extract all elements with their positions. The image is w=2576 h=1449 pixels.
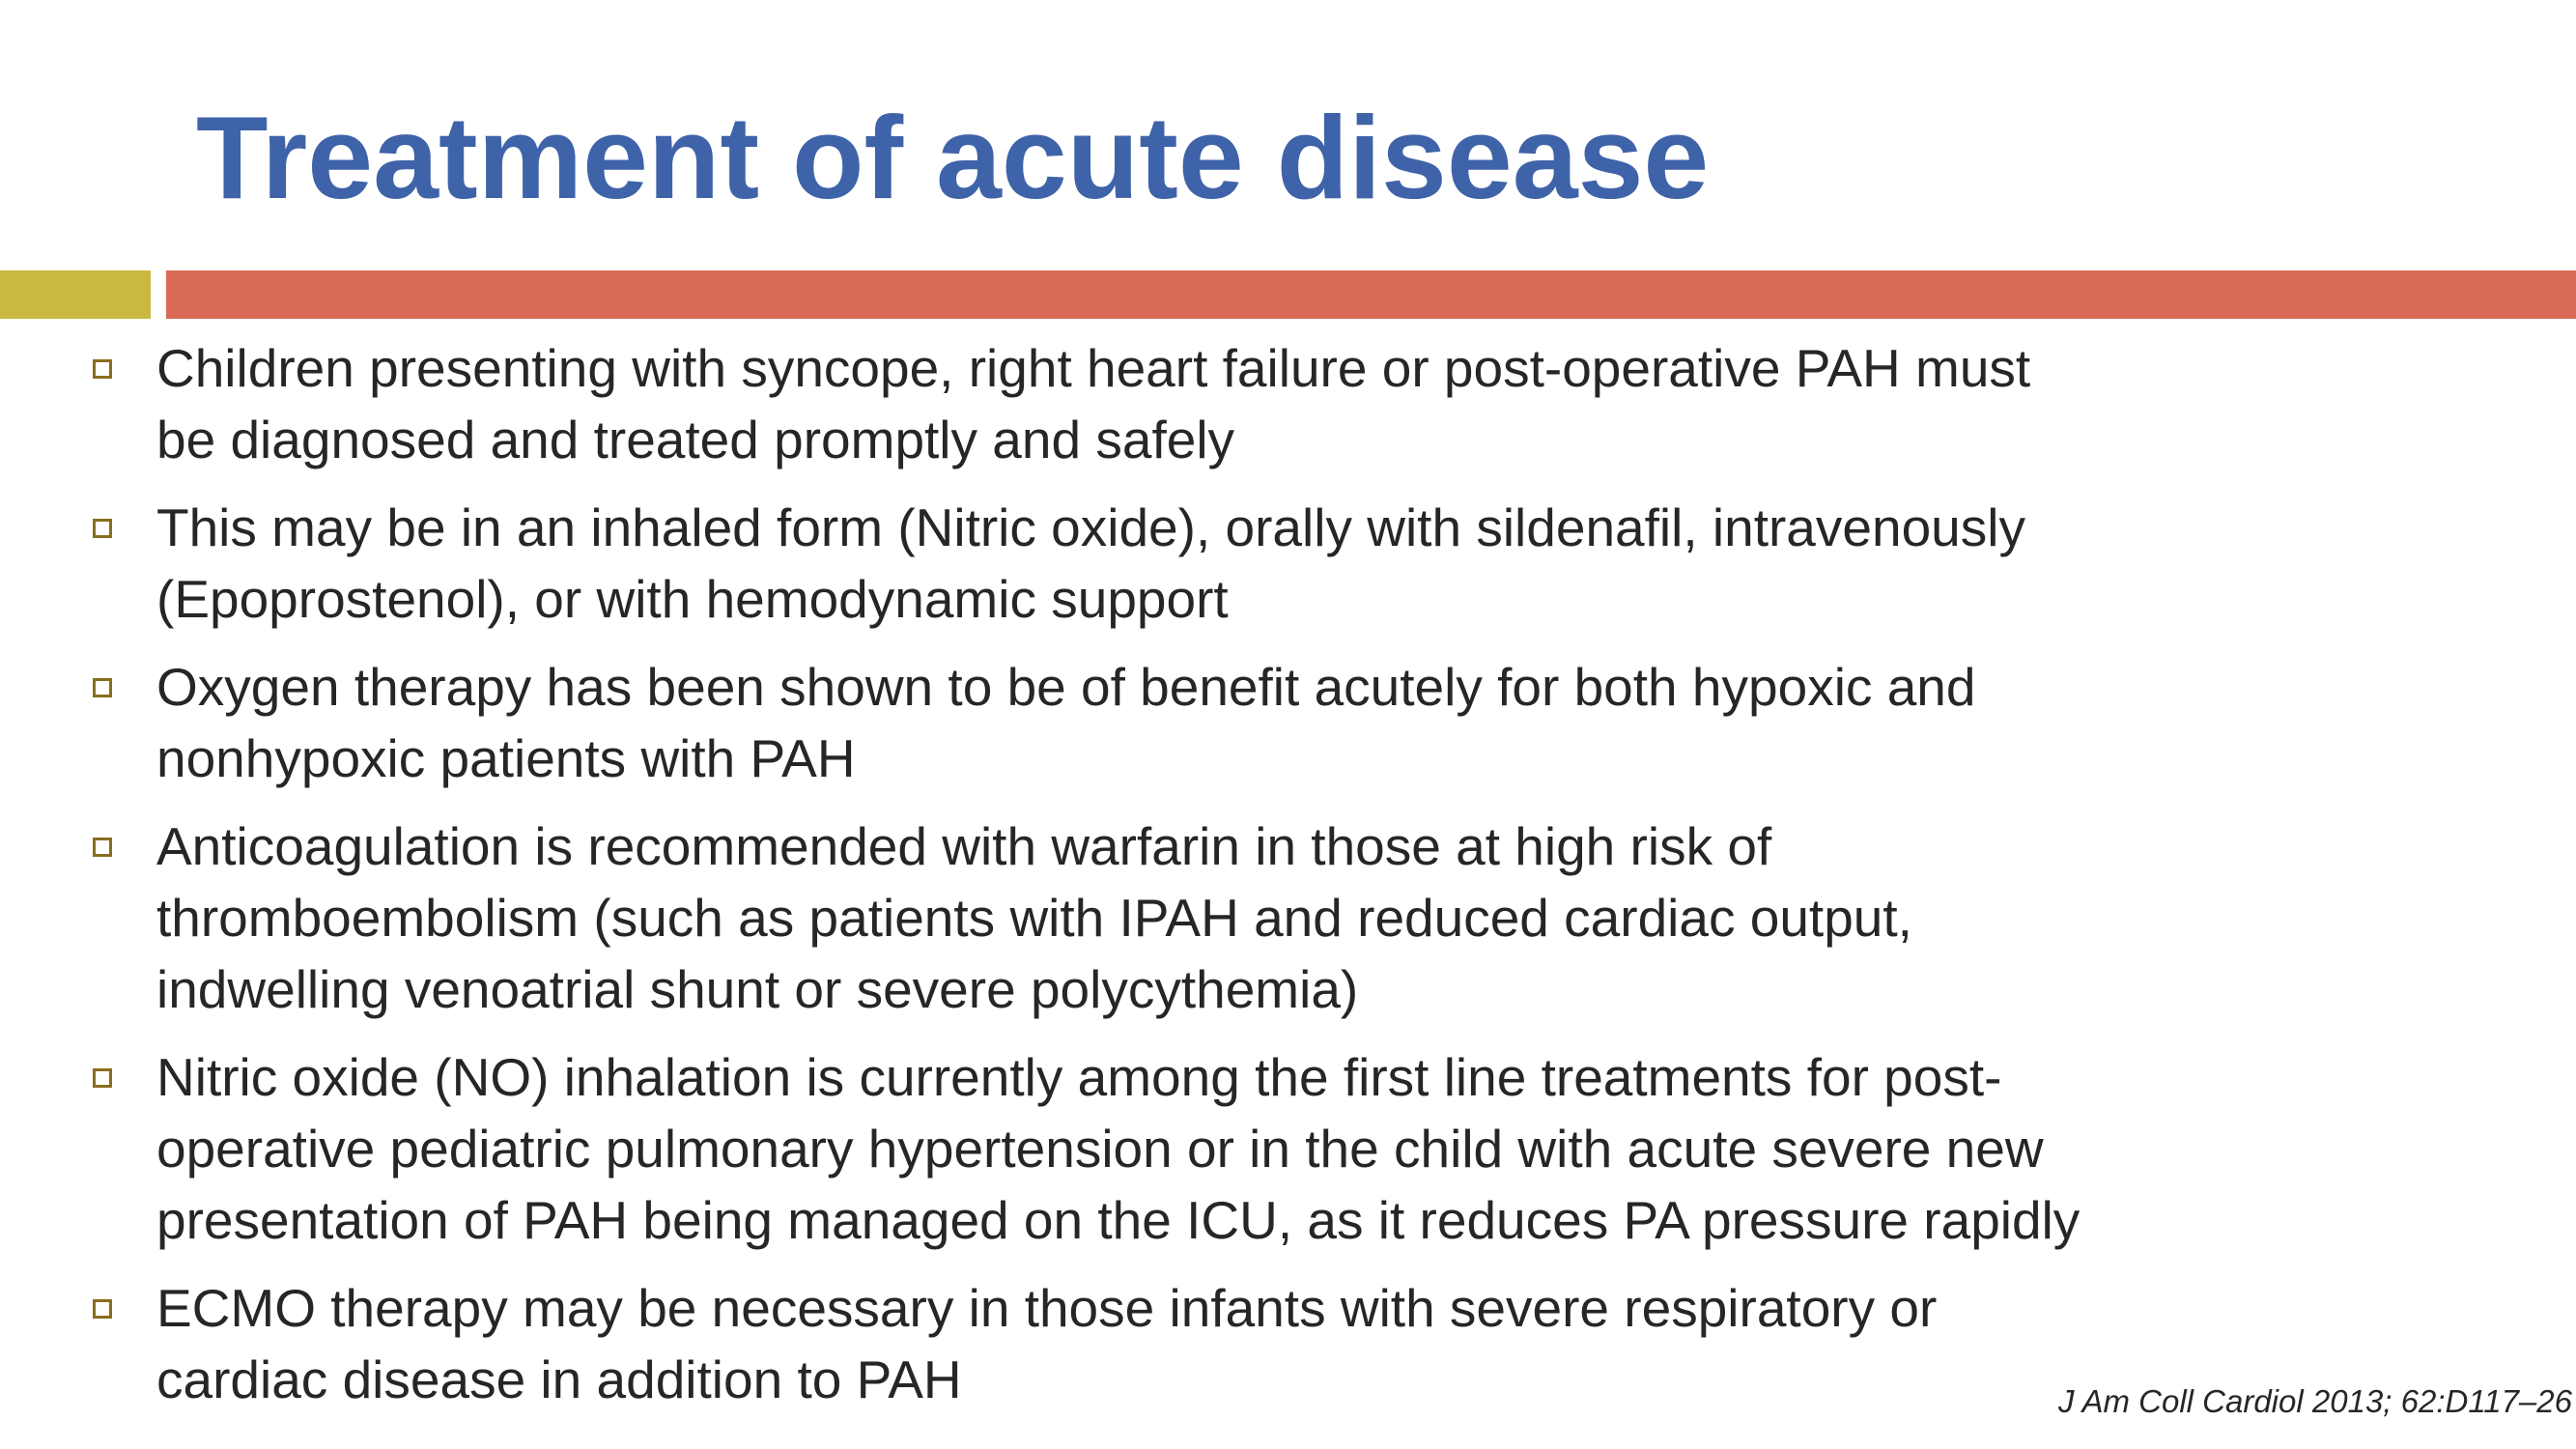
bullet-text: Nitric oxide (NO) inhalation is currently among the first line treatments for post- operative pediatric pulmonary hypertension or in the child with acute severe new presentation of PAH being managed on the ICU, as it reduces PA pressure rapidly <box>156 1047 2081 1250</box>
square-bullet-icon <box>93 838 112 857</box>
square-bullet-icon <box>93 359 112 379</box>
bullet-item <box>0 651 2337 794</box>
square-bullet-icon <box>93 1068 112 1088</box>
square-bullet-icon <box>93 519 112 538</box>
bullet-item <box>0 1041 2337 1256</box>
square-bullet-icon <box>93 1299 112 1319</box>
square-bullet-icon <box>93 678 112 697</box>
bullet-list <box>0 332 2337 1432</box>
accent-bar-right <box>166 270 2576 319</box>
bullet-item <box>0 810 2337 1025</box>
bullet-item <box>0 492 2337 635</box>
bullet-text: Children presenting with syncope, right heart failure or post-operative PAH must be diagnosed and treated promptly and safely <box>156 338 2031 469</box>
bullet-text: ECMO therapy may be necessary in those infants with severe respiratory or cardiac disease in addition to PAH <box>156 1278 1938 1409</box>
bullet-item <box>0 332 2337 475</box>
bullet-text: This may be in an inhaled form (Nitric oxide), orally with sildenafil, intravenously (Epoprostenol), or with hemodynamic support <box>156 497 2025 629</box>
bullet-text: Anticoagulation is recommended with warfarin in those at high risk of thromboembolism (such as patients with IPAH and reduced cardiac output, indwelling venoatrial shunt or severe polycythemia) <box>156 816 1912 1019</box>
bullet-item <box>0 1272 2337 1415</box>
bullet-text: Oxygen therapy has been shown to be of benefit acutely for both hypoxic and nonhypoxic patients with PAH <box>156 657 1976 788</box>
accent-bar-left <box>0 270 151 319</box>
slide-title: Treatment of acute disease <box>196 92 1710 223</box>
citation: J Am Coll Cardiol 2013; 62:D117–26 <box>2058 1383 2572 1419</box>
